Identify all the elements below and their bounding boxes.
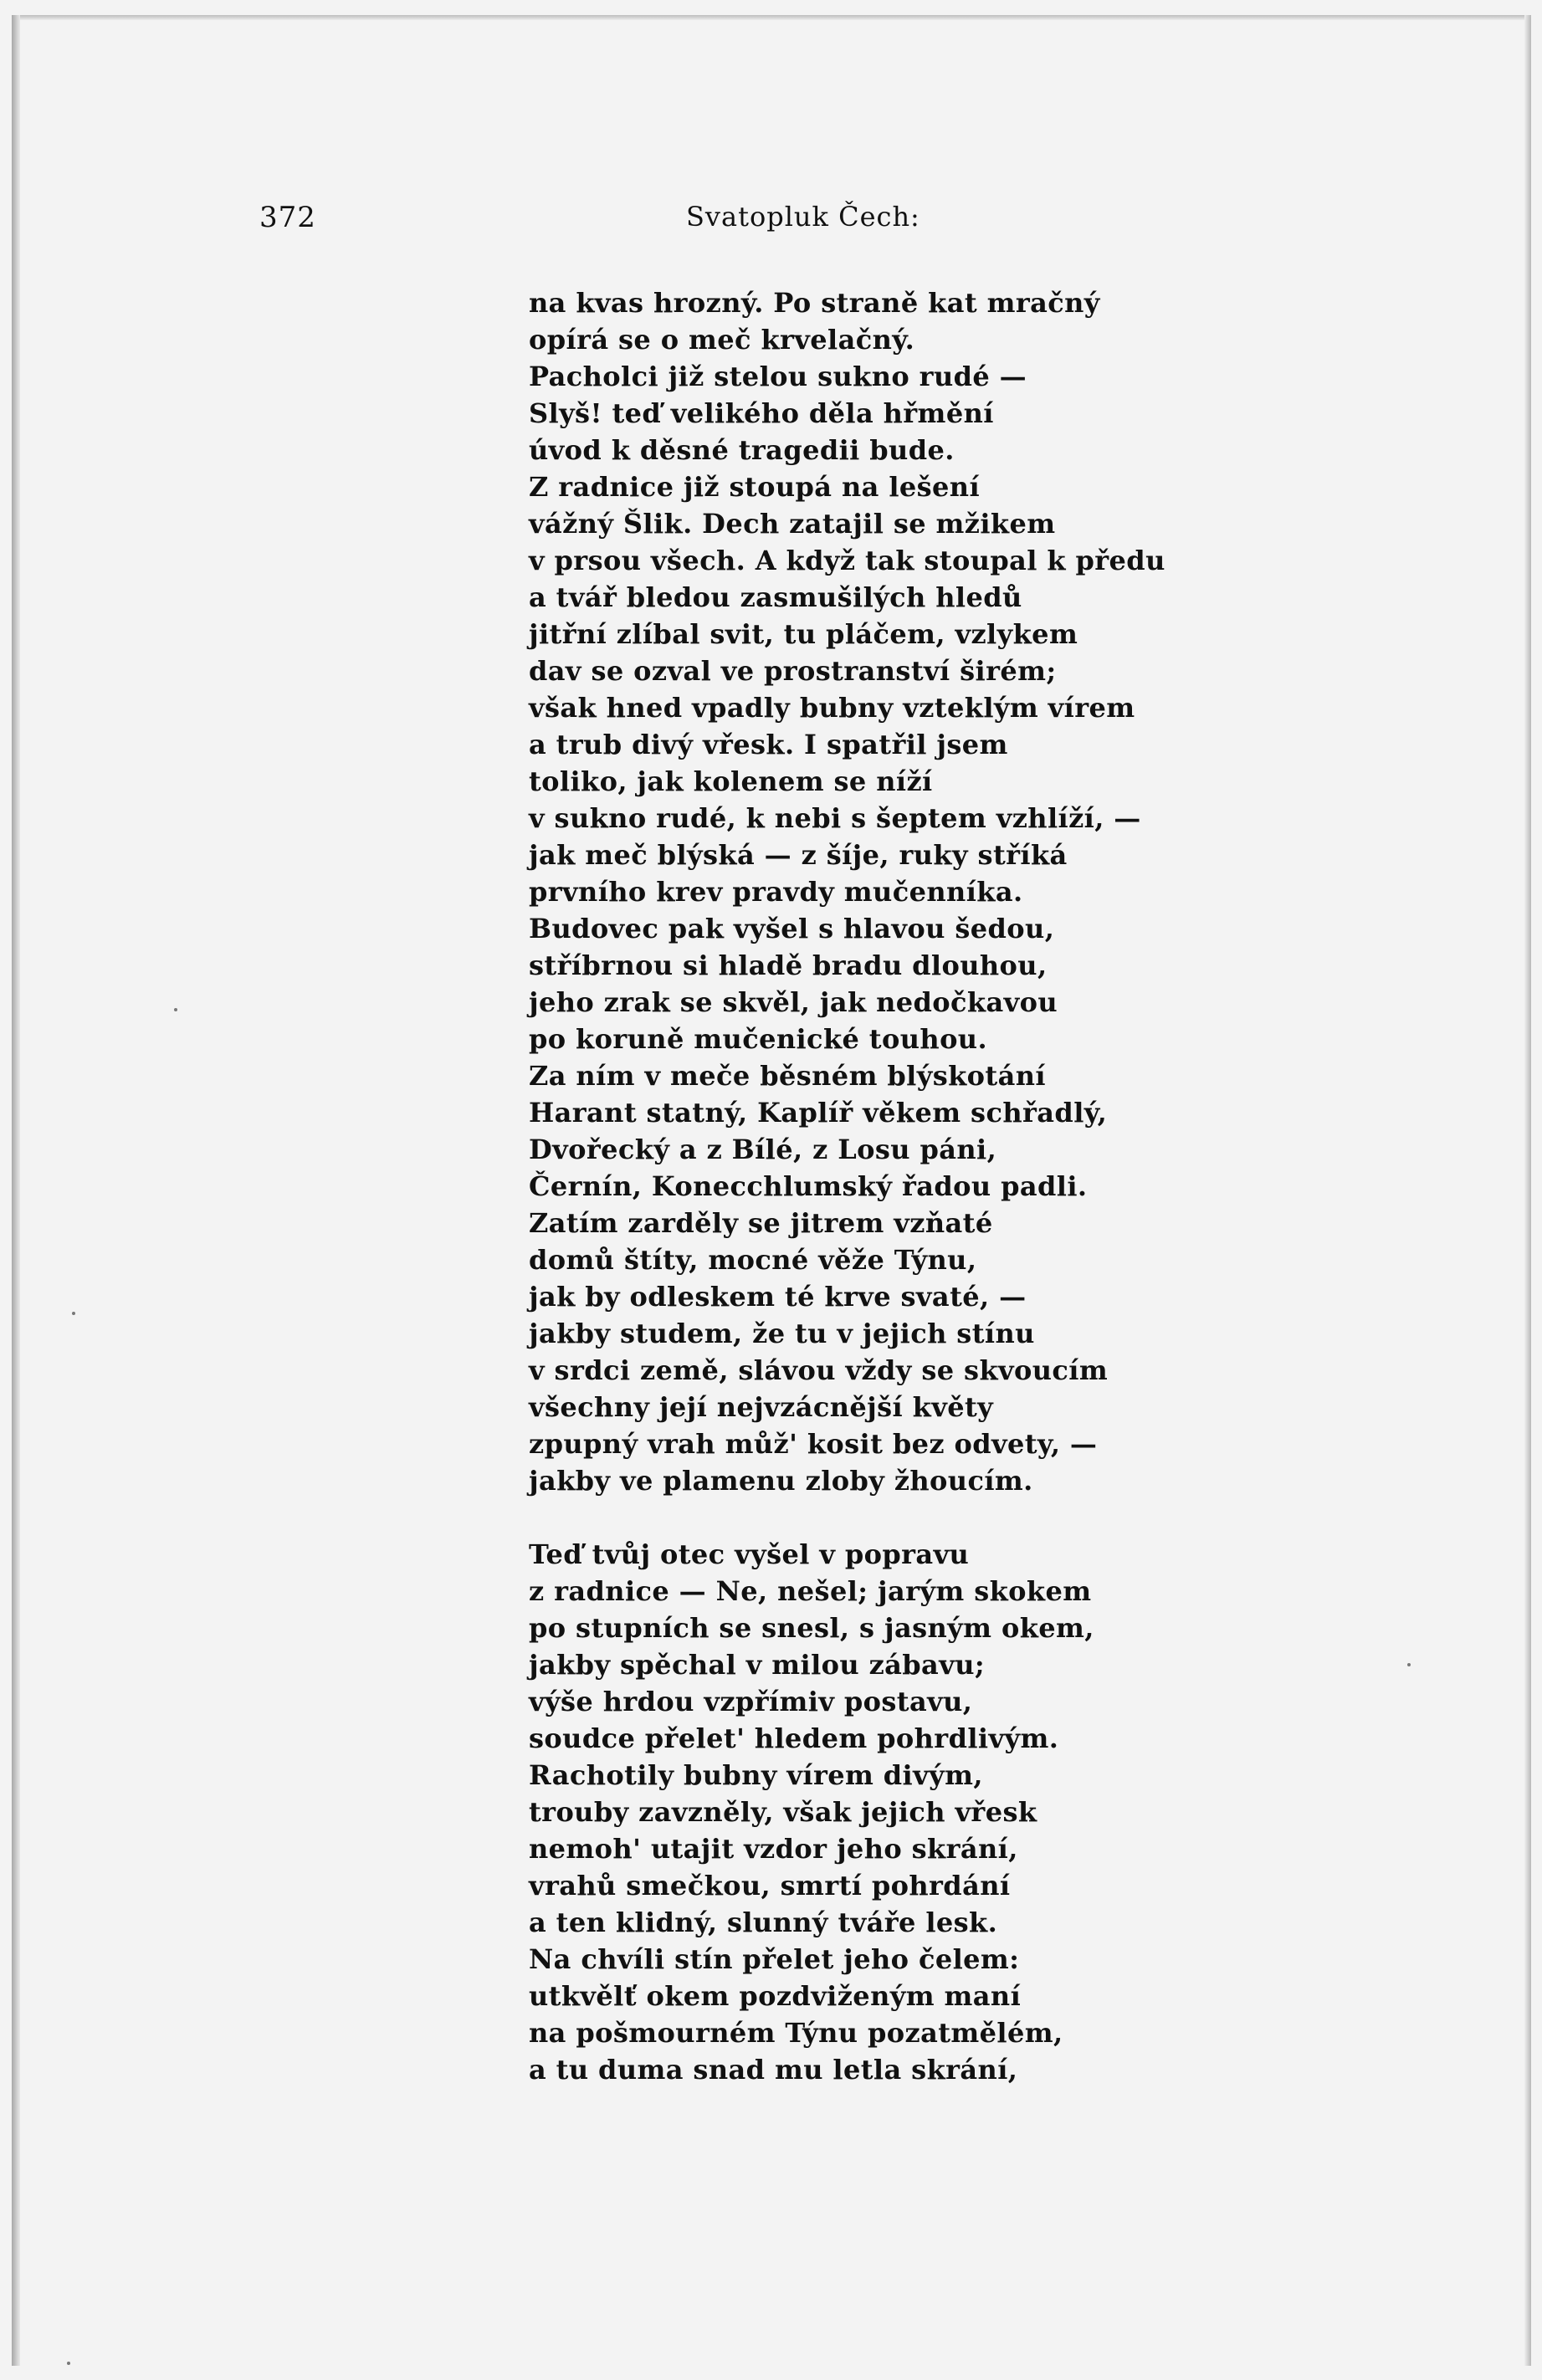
page-edge-top [18,15,1524,20]
verse-line: vážný Šlik. Dech zatajil se mžikem [529,508,1056,540]
paper-speck [174,1008,177,1011]
verse-line: nemoh' utajit vzdor jeho skrání, [529,1833,1018,1865]
verse-line: však hned vpadly bubny vzteklým vírem [529,692,1135,724]
verse-line: jeho zrak se skvěl, jak nedočkavou [529,986,1058,1018]
verse-line: všechny její nejvzácnější květy [529,1391,994,1423]
verse-line: po koruně mučenické touhou. [529,1023,988,1055]
verse-line: Zatím zarděly se jitrem vzňaté [529,1207,993,1239]
stanza [529,284,1466,1499]
verse-line: stříbrnou si hladě bradu dlouhou, [529,949,1048,981]
paper-speck [72,1312,75,1315]
verse-line: v sukno rudé, k nebi s šeptem vzhlíží, — [529,802,1141,834]
page-header [0,201,1542,241]
verse-line: Na chvíli stín přelet jeho čelem: [529,1943,1020,1975]
running-head: Svatopluk Čech: [686,201,920,233]
verse-line: Z radnice již stoupá na lešení [529,471,981,503]
paper-speck [1407,1663,1411,1666]
verse-line: jak by odleskem té krve svaté, — [529,1281,1027,1313]
verse-line: Slyš! teď velikého děla hřmění [529,397,994,429]
verse-line: Pacholci již stelou sukno rudé — [529,361,1027,392]
verse-line: jak meč blýská — z šíje, ruky stříká [529,839,1068,871]
verse-line: toliko, jak kolenem se níží [529,765,933,797]
verse-line: v prsou všech. A když tak stoupal k předu [529,545,1165,576]
verse-line: výše hrdou vzpřímiv postavu, [529,1686,973,1717]
verse-line: z radnice — Ne, nešel; jarým skokem [529,1575,1092,1607]
verse-line: Teď tvůj otec vyšel v popravu [529,1538,970,1570]
verse-line: vrahů smečkou, smrtí pohrdání [529,1870,1011,1901]
verse-line: v srdci země, slávou vždy se skvoucím [529,1354,1109,1386]
verse-line: a tvář bledou zasmušilých hledů [529,581,1022,613]
verse-line: opírá se o meč krvelačný. [529,324,915,356]
verse-line: jakby studem, že tu v jejich stínu [529,1318,1035,1349]
verse-line: jakby ve plamenu zloby žhoucím. [529,1465,1033,1497]
verse-line: na pošmourném Týnu pozatmělém, [529,2017,1063,2049]
paper-speck [67,2362,70,2365]
verse-line: Černín, Konecchlumský řadou padli. [529,1170,1088,1202]
verse-line: Rachotily bubny vírem divým, [529,1759,983,1791]
page-edge-left [12,15,20,2366]
verse-line: Za ním v meče běsném blýskotání [529,1060,1046,1092]
stanza [529,1536,1466,2088]
verse-line: dav se ozval ve prostranství širém; [529,655,1057,687]
verse-line: domů štíty, mocné věže Týnu, [529,1244,977,1276]
verse-line: a trub divý vřesk. I spatřil jsem [529,729,1008,760]
verse-line: soudce přelet' hledem pohrdlivým. [529,1722,1059,1754]
page-number: 372 [259,201,316,234]
verse-line: po stupních se snesl, s jasným okem, [529,1612,1094,1644]
verse-line: Dvořecký a z Bílé, z Losu páni, [529,1134,997,1165]
verse-line: a ten klidný, slunný tváře lesk. [529,1907,998,1938]
verse-line: jakby spěchal v milou zábavu; [529,1649,986,1681]
poem-text [529,284,1466,2088]
verse-line: utkvělť okem pozdviženým maní [529,1980,1022,2012]
verse-line: Budovec pak vyšel s hlavou šedou, [529,913,1055,944]
verse-line: Harant statný, Kaplíř věkem schřadlý, [529,1097,1108,1129]
page-edge-right [1524,15,1531,2366]
verse-line: úvod k děsné tragedii bude. [529,434,955,466]
verse-line: a tu duma snad mu letla skrání, [529,2054,1018,2086]
verse-line: jitřní zlíbal svit, tu pláčem, vzlykem [529,618,1078,650]
verse-line: zpupný vrah můž' kosit bez odvety, — [529,1428,1098,1460]
verse-line: prvního krev pravdy mučenníka. [529,876,1023,908]
verse-line: trouby zavzněly, však jejich vřesk [529,1796,1037,1828]
verse-line: na kvas hrozný. Po straně kat mračný [529,287,1100,319]
